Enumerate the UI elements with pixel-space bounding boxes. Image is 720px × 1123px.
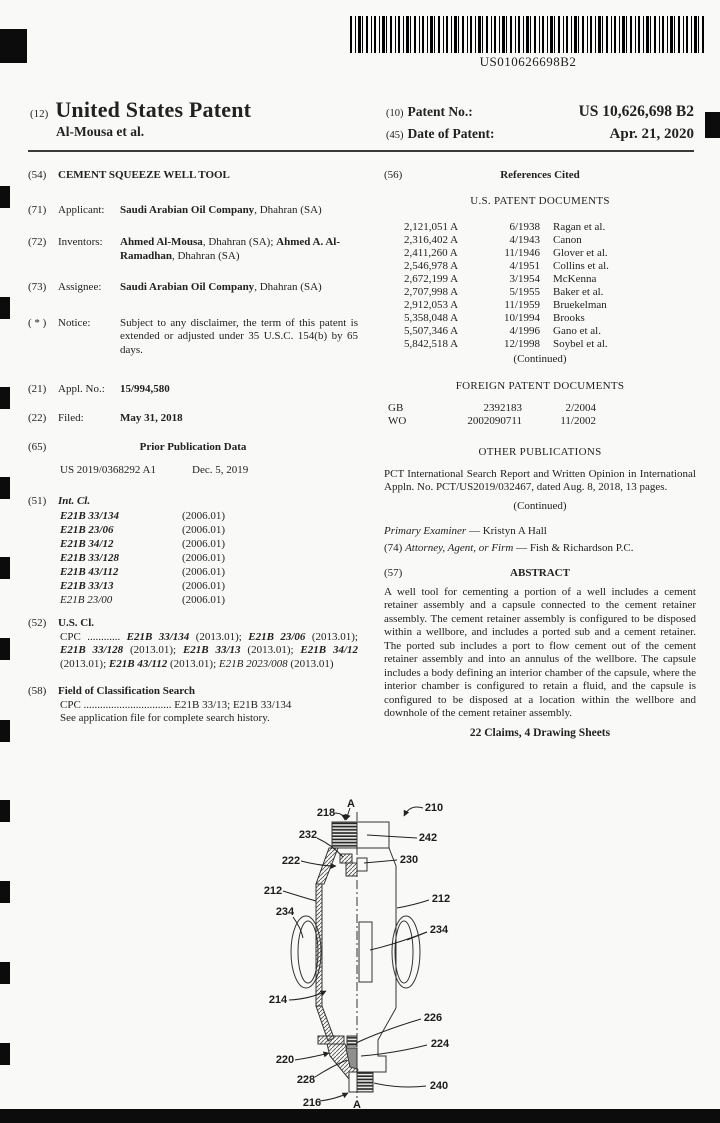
int-cl-row: E21B 43/112 (2006.01) [60,565,226,578]
notice-text: Subject to any disclaimer, the term of this patent is extended or adjusted under 35 U.S.C. 154(b) by 65 days. [120,316,358,356]
attorney-name: Fish & Richardson P.C. [529,541,634,554]
assignee-value: Saudi Arabian Oil Company, Dhahran (SA) [120,281,322,293]
top-thread-block [332,822,357,848]
invention-title: CEMENT SQUEEZE WELL TOOL [58,169,230,181]
scan-artifact-left-tick [0,186,10,208]
table-row: 5,842,518 A 12/1998 Soybel et al. [404,338,608,350]
int-cl-row: E21B 33/128 (2006.01) [60,551,226,564]
primary-examiner-name: Kristyn A Hall [482,525,547,537]
applicant-row [28,204,358,218]
table-row: 2,411,260 A 11/1946 Glover et al. [404,247,608,259]
scan-artifact-left-tick [0,387,10,409]
figure-label-234-right: 234 [429,924,449,936]
figure-label-218: 218 [316,807,336,819]
assignee-label: Assignee: [58,281,102,293]
barcode-number: US010626698B2 [479,54,577,69]
field-code-12: (12) [30,108,49,120]
inventors-row [28,236,358,263]
header-left [30,97,251,140]
table-row: WO 2002090711 11/2002 [388,415,596,427]
figure-label-a-top: A [347,798,355,810]
figure-label-226: 226 [423,1012,443,1024]
figure-label-240: 240 [429,1080,449,1092]
prior-pub-heading: Prior Publication Data [139,441,247,453]
us-cl-heading-row [28,617,358,631]
table-row: GB 2392183 2/2004 [388,402,596,414]
scan-artifact-left-tick [0,557,10,579]
int-cl-heading-row [28,495,358,509]
int-cl-row: E21B 33/13 (2006.01) [60,579,226,592]
upper-insert-step [346,863,357,876]
date-of-patent-label: Date of Patent: [407,126,495,141]
field-code-73: (73) [28,281,47,293]
foreign-patent-table [384,402,696,428]
inner-chamber-rect [359,922,372,982]
scan-artifact-left-tick [0,638,10,660]
int-cl-row: E21B 34/12 (2006.01) [60,537,226,550]
prior-pub-date: Dec. 5, 2019 [192,463,249,476]
applicant-label: Applicant: [58,203,105,216]
scan-artifact-left-tick [0,962,10,984]
field-code-22: (22) [28,411,47,424]
invention-title-row [28,169,358,183]
table-row: 2,546,978 A 4/1951 Collins et al. [404,260,609,272]
scan-artifact-left-tick [0,477,10,499]
field-code-65: (65) [28,441,47,453]
field-code-45: (45) [386,130,404,141]
lower-thread-detail [347,1036,357,1046]
figure-1-drawing [248,793,460,1123]
claims-drawing-sheets-line: 22 Claims, 4 Drawing Sheets [469,726,611,739]
table-row: 5,507,346 A 4/1996 Gano et al. [404,325,601,337]
scan-artifact-left-tick [0,1043,10,1065]
field-code-71: (71) [28,203,47,216]
right-column [384,163,696,740]
appl-no-row [28,383,358,397]
scan-artifact-left-tick [0,881,10,903]
prior-pub-number: US 2019/0368292 A1 [60,463,156,476]
field-search-cpc-line: CPC ................................ E21B 33/13; E21B 33/134 [60,698,292,711]
bottom-stub-threads [357,1072,373,1092]
figure-label-222: 222 [281,855,301,867]
figure-label-228: 228 [296,1074,316,1086]
figure-label-212-left: 212 [263,885,283,897]
lower-right-taper [373,1008,396,1072]
field-code-74: (74) [384,541,403,554]
table-row: 5,358,048 A 10/1994 Brooks [404,312,585,324]
field-code-21: (21) [28,383,47,395]
abstract-text: A well tool for cementing a portion of a well includes a cement retainer assembly and a capsule connected to the cement retainer assembly. The cement retainer assembly is configured to be disposed within a wellbore, and includes a ported sub and a cement retainer. The ported sub includes a port to flow cement out of the cement retainer assembly and into an annulus of the wellbore. The capsule includes a body defining an interior chamber of the capsule, where the interior chamber is configured to retain a fluid, and the capsule is configured to be disposed at a location within the wellbore and downhole of the cement retainer assembly. [384,585,696,719]
figure-label-234-left: 234 [275,906,295,918]
abstract-heading-row [384,567,696,581]
header-right [386,102,694,146]
figure-label-214: 214 [268,994,288,1006]
scan-artifact-left-tick [0,297,10,319]
barcode-image [350,16,706,53]
prior-pub-line [28,464,358,478]
scan-artifact-corner [0,29,27,63]
lower-flange [318,1036,344,1044]
left-column [28,163,358,726]
us-patent-documents-heading: U.S. PATENT DOCUMENTS [470,194,610,207]
bottom-stub-left [349,1072,357,1092]
filed-value: May 31, 2018 [120,411,183,424]
us-cl-cpc-text: CPC ............ E21B 33/134 (2013.01); E21B 23/06 (2013.01); E21B 33/128 (2013.01); E21B 33/13 (2013.01); E21B 34/12 (2013.01); E21B 43/112 (2013.01); E21B 2023/008 (2013.01) [60,630,358,670]
field-code-10: (10) [386,108,404,119]
primary-examiner-line: Primary Examiner — Kristyn A Hall [384,525,547,537]
scan-artifact-left-tick [0,720,10,742]
header-divider [28,150,694,152]
field-code-56: (56) [384,169,403,181]
primary-examiner-label: Primary Examiner [384,525,467,537]
inventor-party: Al-Mousa et al. [56,124,145,139]
field-code-72: (72) [28,236,47,248]
int-cl-row: E21B 23/00 (2006.01) [60,593,226,606]
us-cl-heading: U.S. Cl. [58,616,95,629]
date-of-patent-value: Apr. 21, 2020 [609,126,694,142]
figure-label-224: 224 [430,1038,450,1050]
prior-pub-heading-row [28,441,358,455]
field-search-heading-row [28,685,358,699]
port-detail [357,858,367,871]
figure-label-232: 232 [298,829,318,841]
table-row: 2,912,053 A 11/1959 Bruekelman [404,299,607,311]
figure-label-212-right: 212 [431,893,451,905]
references-heading-row [384,169,696,183]
field-code-52: (52) [28,616,47,629]
table-row: 2,707,998 A 5/1955 Baker et al. [404,286,604,298]
references-heading: References Cited [500,169,580,181]
attorney-label: Attorney, Agent, or Firm [405,541,514,554]
field-code-57: (57) [384,567,403,579]
table-row: 2,121,051 A 6/1938 Ragan et al. [404,221,606,233]
attorney-line: (74) Attorney, Agent, or Firm — Fish & Richardson P.C. [384,541,634,554]
filed-label: Filed: [58,411,84,424]
other-publications-text: PCT International Search Report and Written Opinion in International Appln. No. PCT/US2019/032467, dated Aug. 8, 2018, 13 pages. [384,467,696,493]
int-cl-row: E21B 33/134 (2006.01) [60,509,226,522]
int-cl-table [28,509,358,607]
barcode-block [350,16,706,70]
int-cl-heading: Int. Cl. [58,495,91,507]
notice-row [28,317,358,358]
patent-no-value: US 10,626,698 B2 [578,103,694,120]
other-publications-heading: OTHER PUBLICATIONS [478,446,602,458]
foreign-patent-documents-heading: FOREIGN PATENT DOCUMENTS [455,379,625,392]
figure-label-242: 242 [418,832,438,844]
appl-no-label: Appl. No.: [58,383,105,395]
us-patent-table [384,221,696,351]
abstract-heading: ABSTRACT [510,567,570,579]
figure-label-220: 220 [275,1054,295,1066]
appl-no-value: 15/994,580 [120,383,170,395]
inventors-value: Ahmed Al-Mousa, Dhahran (SA); Ahmed A. Al-Ramadhan, Dhahran (SA) [120,236,341,262]
table-row: 2,672,199 A 3/1954 McKenna [404,273,597,285]
figure-label-a-bottom: A [353,1099,361,1111]
table-row: 2,316,402 A 4/1943 Canon [404,234,582,246]
us-refs-continued: (Continued) [513,353,567,365]
right-shoulder [389,848,396,878]
figure-label-216: 216 [302,1097,322,1109]
figure-label-210: 210 [424,802,444,814]
filed-row [28,412,358,426]
field-code-54: (54) [28,169,47,181]
document-title: United States Patent [55,97,252,122]
patent-no-label: Patent No.: [407,104,473,119]
field-search-heading: Field of Classification Search [58,685,195,697]
applicant-value: Saudi Arabian Oil Company, Dhahran (SA) [120,203,322,216]
field-code-58: (58) [28,685,47,697]
field-search-note: See application file for complete search history. [60,712,270,724]
field-code-star: ( * ) [28,316,47,329]
int-cl-row: E21B 23/06 (2006.01) [60,523,226,536]
notice-label: Notice: [58,316,91,329]
scan-artifact-left-tick [0,800,10,822]
field-code-51: (51) [28,495,47,507]
inventors-label: Inventors: [58,236,103,248]
figure-label-230: 230 [399,854,419,866]
scan-artifact-right-edge [705,112,720,138]
right-bow-spring-inner [395,921,413,983]
other-pubs-continued: (Continued) [513,499,567,512]
assignee-row [28,281,358,295]
